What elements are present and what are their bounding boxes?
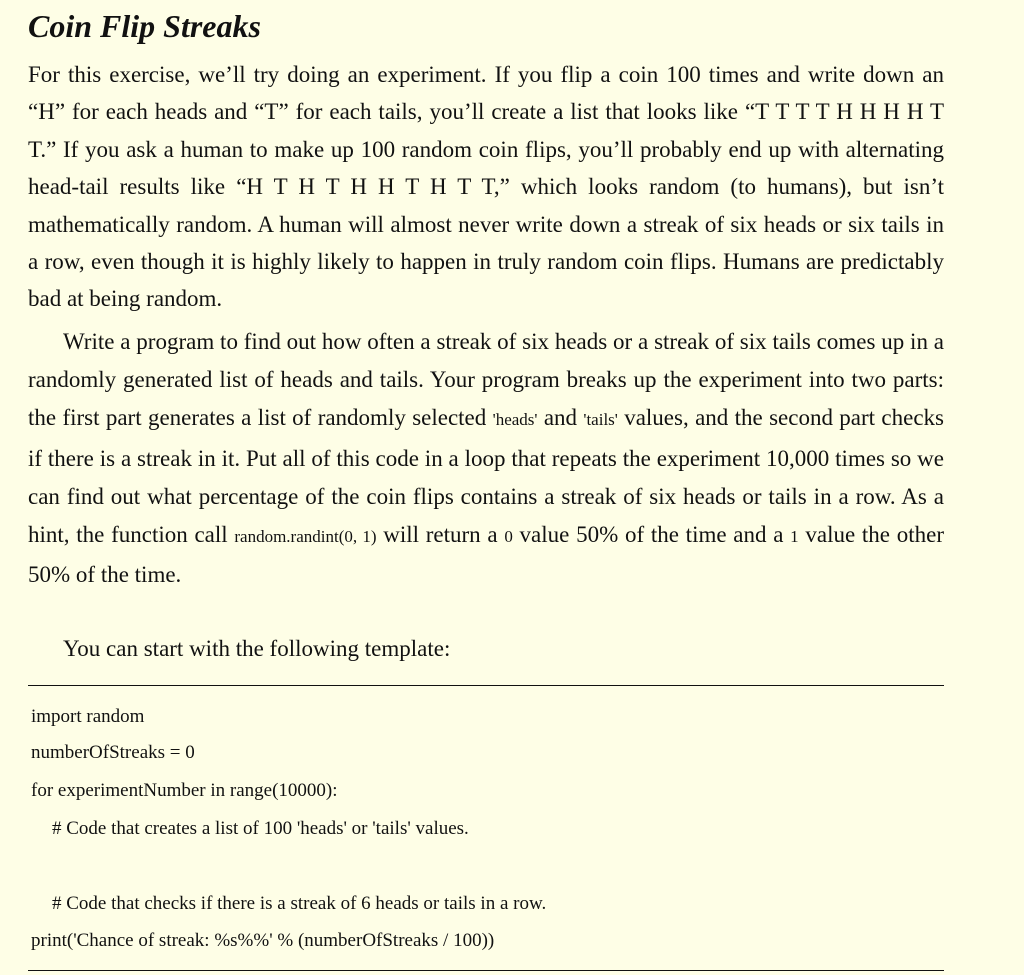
inline-code-heads: 'heads' bbox=[492, 410, 538, 430]
instructions-text-6: value the other 50% of the time. bbox=[28, 522, 944, 588]
instructions-text-5: value 50% of the time and a bbox=[512, 522, 791, 548]
instructions-text-2: and bbox=[537, 405, 584, 431]
code-line-counter: numberOfStreaks = 0 bbox=[31, 742, 195, 763]
code-line-for-loop: for experimentNumber in range(10000): bbox=[31, 780, 338, 801]
instructions-text-1: Write a program to find out how often a streak of six heads or a streak of six tails comes up in a randomly generated list of heads and tails. Your program breaks up the experiment into two parts: the first part generates a list of randomly selected bbox=[28, 329, 944, 431]
instructions-paragraph bbox=[28, 323, 944, 594]
instructions-text-3: values, and the second part checks if there is a streak in it. Put all of this code in a loop that repeats the experiment 10,000 times so we can find out what percentage of the coin flips contains a streak of six heads or tails in a row. As a hint, the function call bbox=[28, 405, 944, 548]
page-title: Coin Flip Streaks bbox=[28, 8, 261, 44]
code-block-bottom-rule bbox=[28, 970, 944, 971]
inline-code-randint: random.randint(0, 1) bbox=[234, 527, 377, 547]
code-line-import: import random bbox=[31, 706, 145, 727]
code-block-top-rule bbox=[28, 685, 944, 686]
intro-paragraph: For this exercise, we’ll try doing an experiment. If you flip a coin 100 times and write down an “H” for each heads and “T” for each tails, you’ll create a list that looks like “T T T T H H H H T T.” If you ask a human to make up 100 random coin flips, you’ll probably end up with alternating head-tail results like “H T H T H H T H T T,” which looks random (to humans), but isn’t mathematically random. A human will almost never write down a streak of six heads or six tails in a row, even though it is highly likely to happen in truly random coin flips. Humans are predictably bad at being random. bbox=[28, 62, 944, 312]
inline-code-one: 1 bbox=[790, 527, 799, 547]
code-line-print: print('Chance of streak: %s%%' % (numberOfStreaks / 100)) bbox=[31, 930, 495, 951]
instructions-text-4: will return a bbox=[376, 522, 505, 548]
code-line-comment-create: # Code that creates a list of 100 'heads' or 'tails' values. bbox=[52, 818, 469, 839]
inline-code-tails: 'tails' bbox=[583, 410, 618, 430]
code-line-comment-check: # Code that checks if there is a streak of 6 heads or tails in a row. bbox=[52, 893, 547, 914]
template-intro: You can start with the following template: bbox=[63, 636, 451, 661]
inline-code-zero: 0 bbox=[504, 527, 513, 547]
